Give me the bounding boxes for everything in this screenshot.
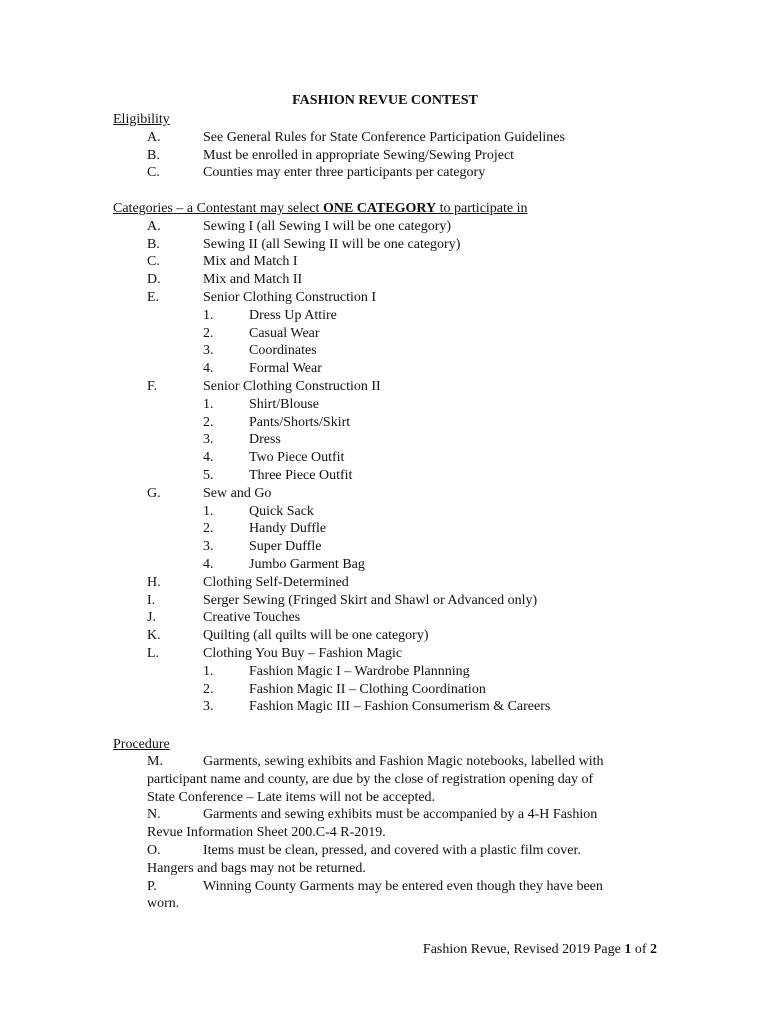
category-label: E. [147,289,160,305]
category-text: Mix and Match II [203,272,303,288]
procedure-first-line [147,878,647,896]
document-title: FASHION REVUE CONTEST [292,93,478,108]
subcategory-text: Dress [249,432,281,448]
category-text: Clothing You Buy – Fashion Magic [203,645,403,661]
category-label: K. [147,628,161,644]
category-label: L. [147,645,160,661]
subcategory-number: 2. [203,681,214,697]
subcategory-number: 2. [203,521,214,537]
procedure-heading: Procedure [113,737,170,752]
category-label: B. [147,236,160,252]
subcategory-number: 3. [203,343,214,359]
procedure-heading-wrap [113,736,170,754]
subcategory-item [113,342,550,360]
subcategory-number: 3. [203,432,214,448]
subcategory-number: 3. [203,699,214,715]
category-text: Serger Sewing (Fringed Skirt and Shawl or Advanced only) [203,592,538,608]
category-text: Senior Clothing Construction II [203,378,381,394]
categories-heading-pre: Categories – a Contestant may select [113,201,323,216]
subcategory-item [113,325,550,343]
procedure-first-line [147,842,647,860]
category-item [113,253,550,271]
procedure-list [147,753,647,913]
procedure-continuation: participant name and county, are due by the close of registration opening day of [147,771,594,787]
category-label: H. [147,574,161,590]
subcategory-text: Fashion Magic III – Fashion Consumerism & Careers [249,699,551,715]
procedure-text: Garments and sewing exhibits must be accompanied by a 4-H Fashion [203,807,598,823]
categories-heading [113,200,550,218]
procedure-label: O. [147,842,161,858]
category-item [113,378,550,396]
subcategory-text: Two Piece Outfit [249,450,345,466]
subcategory-text: Fashion Magic II – Clothing Coordination [249,681,486,697]
categories-section [113,200,550,716]
item-text: See General Rules for State Conference Participation Guidelines [203,129,565,145]
subcategory-text: Shirt/Blouse [249,396,320,412]
subcategory-item [113,414,550,432]
category-text: Sew and Go [203,485,272,501]
subcategory-number: 5. [203,467,214,483]
subcategory-item [113,663,550,681]
category-label: A. [147,218,161,234]
category-item [113,289,550,307]
procedure-item [147,842,647,878]
procedure-continuation: State Conference – Late items will not be accepted. [147,789,436,805]
subcategory-number: 1. [203,396,214,412]
subcategory-item [113,681,550,699]
subcategory-item [113,449,550,467]
category-text: Senior Clothing Construction I [203,289,377,305]
subcategory-item [113,520,550,538]
category-item [113,592,550,610]
categories-heading-post: to participate in [436,201,528,216]
category-item [113,218,550,236]
subcategory-number: 4. [203,361,214,377]
subcategory-text: Formal Wear [249,361,322,377]
eligibility-item [113,147,565,165]
category-text: Quilting (all quilts will be one category) [203,628,429,644]
subcategory-text: Coordinates [249,343,317,359]
subcategory-number: 3. [203,539,214,555]
procedure-first-line [147,753,647,771]
item-label: B. [147,147,160,163]
procedure-text: Items must be clean, pressed, and covered with a plastic film cover. [203,842,581,858]
procedure-label: N. [147,807,161,823]
eligibility-item [113,164,565,182]
procedure-text: Garments, sewing exhibits and Fashion Magic notebooks, labelled with [203,754,604,769]
page-footer [423,942,657,958]
footer-of: of [631,942,650,957]
subcategory-item [113,396,550,414]
subcategory-number: 2. [203,325,214,341]
category-text: Creative Touches [203,610,301,626]
category-item [113,271,550,289]
eligibility-heading: Eligibility [113,112,170,127]
category-item [113,627,550,645]
category-text: Mix and Match I [203,254,298,270]
category-label: J. [147,610,156,626]
procedure-continuation: Hangers and bags may not be returned. [147,860,366,876]
subcategory-text: Pants/Shorts/Skirt [249,414,351,430]
category-text: Clothing Self-Determined [203,574,349,590]
subcategory-text: Jumbo Garment Bag [249,556,365,572]
procedure-item [147,878,647,914]
category-label: C. [147,254,160,270]
subcategory-number: 1. [203,663,214,679]
category-item [113,236,550,254]
item-label: A. [147,129,161,145]
footer-page-number: 1 [624,942,632,957]
item-label: C. [147,165,160,181]
subcategory-item [113,698,550,716]
category-item [113,574,550,592]
item-text: Must be enrolled in appropriate Sewing/Sewing Project [203,147,515,163]
procedure-text: Winning County Garments may be entered even though they have been [203,878,603,894]
category-text: Sewing II (all Sewing II will be one category) [203,236,461,252]
category-item [113,645,550,663]
subcategory-text: Casual Wear [249,325,320,341]
subcategory-item [113,360,550,378]
category-item [113,609,550,627]
subcategory-number: 4. [203,556,214,572]
procedure-first-line [147,806,647,824]
subcategory-item [113,431,550,449]
subcategory-item [113,307,550,325]
category-label: F. [147,378,158,394]
subcategory-item [113,538,550,556]
category-label: G. [147,485,161,501]
subcategory-text: Fashion Magic I – Wardrobe Plannning [249,663,470,679]
procedure-continuation: Revue Information Sheet 200.C-4 R-2019. [147,825,386,841]
categories-heading-bold: ONE CATEGORY [322,201,437,216]
procedure-label: P. [147,878,157,894]
subcategory-text: Three Piece Outfit [249,467,353,483]
subcategory-number: 4. [203,450,214,466]
eligibility-list [113,129,565,182]
subcategory-text: Super Duffle [249,539,322,555]
subcategory-text: Quick Sack [249,503,314,519]
subcategory-number: 1. [203,503,214,519]
subcategory-number: 2. [203,414,214,430]
eligibility-section [113,111,565,182]
subcategory-text: Handy Duffle [249,521,327,537]
subcategory-number: 1. [203,307,214,323]
categories-list [113,218,550,716]
procedure-continuation: worn. [147,896,180,912]
footer-text: Fashion Revue, Revised 2019 Page [422,942,625,957]
procedure-item [147,753,647,806]
footer-page-total: 2 [650,942,657,957]
subcategory-item [113,556,550,574]
subcategory-item [113,503,550,521]
procedure-label: M. [147,754,163,769]
subcategory-text: Dress Up Attire [249,307,337,323]
subcategory-item [113,467,550,485]
category-item [113,485,550,503]
category-label: I. [147,592,156,608]
eligibility-item [113,129,565,147]
procedure-item [147,806,647,842]
category-label: D. [147,272,161,288]
item-text: Counties may enter three participants per category [203,165,486,181]
category-text: Sewing I (all Sewing I will be one category) [203,218,452,234]
